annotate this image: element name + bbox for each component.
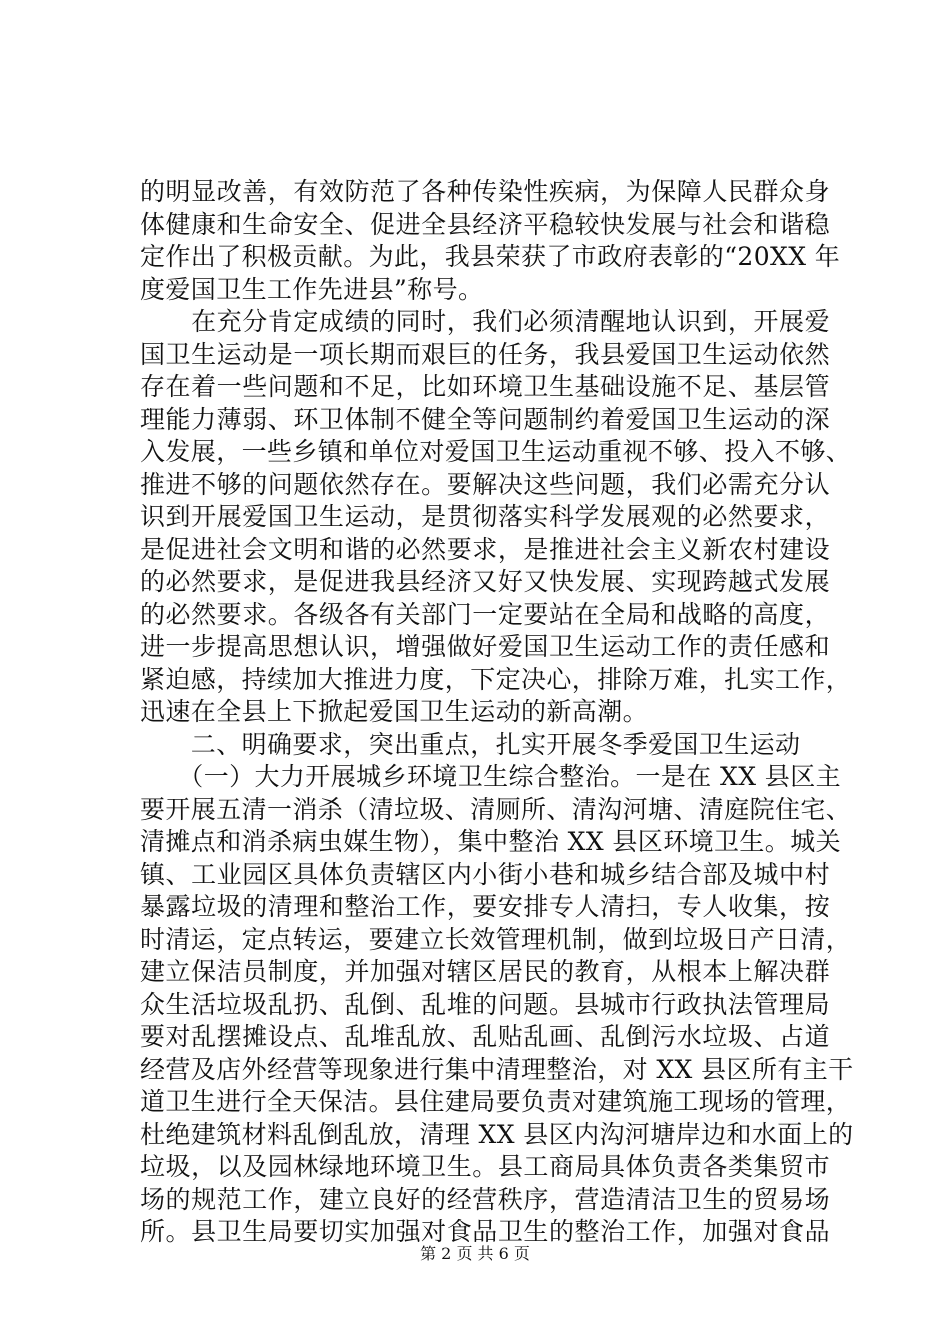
text-line: 紧迫感，持续加大推进力度，下定决心，排除万难，扎实工作， [140, 664, 852, 694]
text-line: 暴露垃圾的清理和整治工作，要安排专人清扫，专人收集，按 [140, 892, 830, 921]
text-line: 理能力薄弱、环卫体制不健全等问题制约着爱国卫生运动的深 [140, 404, 830, 434]
text-line: 推进不够的问题依然存在。要解决这些问题，我们必需充分认 [140, 469, 830, 499]
text-line: 杜绝建筑材料乱倒乱放，清理 XX 县区内沟河塘岸边和水面上的 [140, 1119, 854, 1149]
text-line: 国卫生运动是一项长期而艰巨的任务，我县爱国卫生运动依然 [140, 339, 830, 369]
text-line: 经营及店外经营等现象进行集中清理整治，对 XX 县区所有主干 [140, 1054, 854, 1084]
text-line: 在充分肯定成绩的同时，我们必须清醒地认识到，开展爱 [140, 307, 830, 336]
text-line: （一）大力开展城乡环境卫生综合整治。一是在 XX 县区主 [140, 762, 841, 791]
text-line: 镇、工业园区具体负责辖区内小街小巷和城乡结合部及城中村 [140, 859, 830, 889]
text-line: 定作出了积极贡献。为此，我县荣获了市政府表彰的“20XX 年 [140, 242, 841, 271]
text-line: 体健康和生命安全、促进全县经济平稳较快发展与社会和谐稳 [140, 209, 830, 239]
text-line: 迅速在全县上下掀起爱国卫生运动的新高潮。 [140, 697, 649, 726]
page-footer: 第 2 页 共 6 页 [420, 1244, 530, 1263]
text-line: 的明显改善，有效防范了各种传染性疾病，为保障人民群众身 [140, 177, 830, 206]
text-line: 要对乱摆摊设点、乱堆乱放、乱贴乱画、乱倒污水垃圾、占道 [140, 1022, 830, 1051]
text-line: 建立保洁员制度，并加强对辖区居民的教育，从根本上解决群 [140, 957, 830, 986]
text-line: 清摊点和消杀病虫媒生物），集中整治 XX 县区环境卫生。城关 [140, 827, 841, 856]
text-line: 二、明确要求，突出重点，扎实开展冬季爱国卫生运动 [140, 729, 801, 759]
text-line: 场的规范工作，建立良好的经营秩序，营造清洁卫生的贸易场 [140, 1184, 830, 1214]
text-line: 存在着一些问题和不足，比如环境卫生基础设施不足、基层管 [140, 372, 830, 401]
document-body [140, 176, 854, 1249]
text-line: 度爱国卫生工作先进县”称号。 [140, 274, 484, 304]
text-line: 垃圾，以及园林绿地环境卫生。县工商局具体负责各类集贸市 [140, 1152, 830, 1181]
text-line: 要开展五清一消杀（清垃圾、清厕所、清沟河塘、清庭院住宅、 [140, 794, 852, 824]
text-line: 是促进社会文明和谐的必然要求，是推进社会主义新农村建设 [140, 534, 830, 564]
text-line: 的必然要求。各级各有关部门一定要站在全局和战略的高度， [140, 599, 830, 629]
text-line: 众生活垃圾乱扔、乱倒、乱堆的问题。县城市行政执法管理局 [140, 989, 830, 1019]
text-line: 道卫生进行全天保洁。县住建局要负责对建筑施工现场的管理， [140, 1087, 852, 1116]
text-line: 识到开展爱国卫生运动，是贯彻落实科学发展观的必然要求， [140, 502, 830, 531]
text-line: 入发展，一些乡镇和单位对爱国卫生运动重视不够、投入不够、 [140, 437, 852, 466]
text-line: 进一步提高思想认识，增强做好爱国卫生运动工作的责任感和 [140, 632, 830, 661]
text-line: 所。县卫生局要切实加强对食品卫生的整治工作，加强对食品 [140, 1217, 830, 1246]
text-line: 时清运，定点转运，要建立长效管理机制，做到垃圾日产日清， [140, 924, 852, 954]
text-line: 的必然要求，是促进我县经济又好又快发展、实现跨越式发展 [140, 567, 830, 596]
